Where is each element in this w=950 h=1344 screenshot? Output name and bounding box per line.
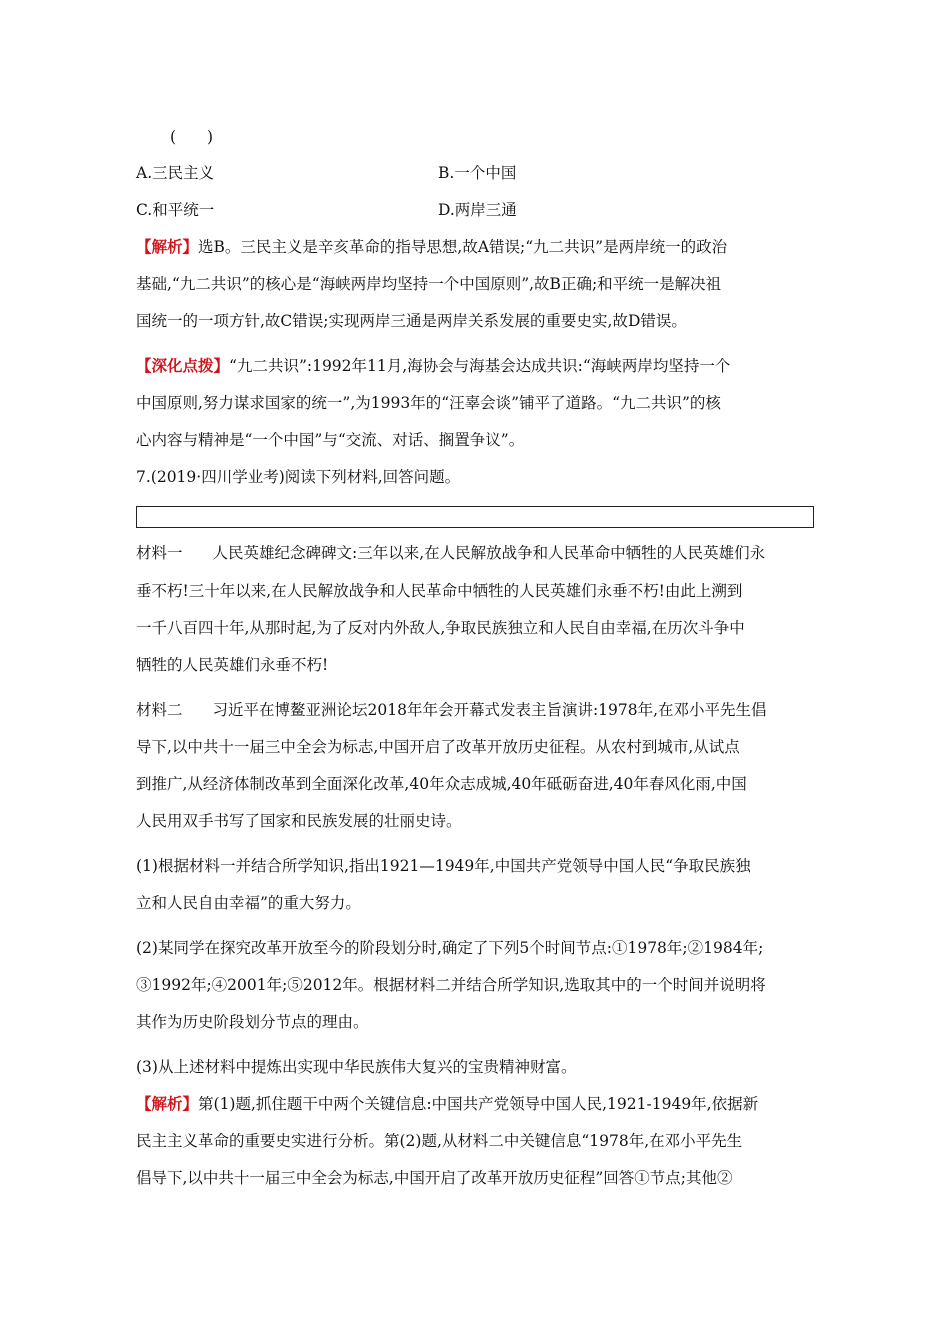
- q7-analysis-line-2: 民主主义革命的重要史实进行分析。第(2)题,从材料二中关键信息“1978年,在邓小平先生: [136, 1132, 743, 1150]
- analysis-text: 第(1)题,抓住题干中两个关键信息:中国共产党领导中国人民,1921-1949年,依据新: [198, 1095, 759, 1113]
- q6-analysis-line-2: 基础,“九二共识”的核心是“海峡两岸均坚持一个中国原则”,故B正确;和平统一是解决祖: [136, 275, 722, 293]
- option-row-cd: [136, 200, 517, 220]
- material1-line-2: 垂不朽!三十年以来,在人民解放战争和人民革命中牺牲的人民英雄们永垂不朽!由此上溯到: [136, 582, 743, 600]
- option-row-ab: [136, 163, 517, 183]
- sub-question-3: (3)从上述材料中提炼出实现中华民族伟大复兴的宝贵精神财富。: [136, 1058, 577, 1076]
- sub-question-1-line-1: (1)根据材料一并结合所学知识,指出1921—1949年,中国共产党领导中国人民“争取民族独: [136, 857, 751, 875]
- sub-question-2-line-2: ③1992年;④2001年;⑤2012年。根据材料二并结合所学知识,选取其中的一个时间并说明将: [136, 976, 766, 994]
- q6-analysis-line-3: 国统一的一项方针,故C错误;实现两岸三通是两岸关系发展的重要史实,故D错误。: [136, 312, 687, 330]
- material2-label: 材料二: [136, 701, 183, 719]
- q6-deepen-line-1: [136, 356, 730, 376]
- option-b: B.一个中国: [438, 164, 517, 182]
- material1-line-4: 牺牲的人民英雄们永垂不朽!: [136, 656, 329, 674]
- option-d: D.两岸三通: [438, 201, 517, 219]
- sub-question-2-line-3: 其作为历史阶段划分节点的理由。: [136, 1013, 369, 1031]
- material2-line-4: 人民用双手书写了国家和民族发展的壮丽史诗。: [136, 812, 462, 830]
- analysis-text: 选B。三民主义是辛亥革命的指导思想,故A错误;“九二共识”是两岸统一的政治: [198, 238, 728, 256]
- answer-parentheses: ( ): [170, 128, 214, 146]
- material1-text: 人民英雄纪念碑碑文:三年以来,在人民解放战争和人民革命中牺牲的人民英雄们永: [212, 544, 766, 562]
- material2-text: 习近平在博鳌亚洲论坛2018年年会开幕式发表主旨演讲:1978年,在邓小平先生倡: [212, 701, 767, 719]
- q7-stem: 7.(2019·四川学业考)阅读下列材料,回答问题。: [136, 468, 461, 486]
- sub-question-2-line-1: (2)某同学在探究改革开放至今的阶段划分时,确定了下列5个时间节点:①1978年;②1984年;: [136, 939, 764, 957]
- material2-line-1: [136, 700, 767, 720]
- analysis-tag: 【解析】: [136, 1094, 199, 1113]
- material2-line-2: 导下,以中共十一届三中全会为标志,中国开启了改革开放历史征程。从农村到城市,从试点: [136, 738, 740, 756]
- material1-line-1: [136, 543, 765, 563]
- deepen-text: “九二共识”:1992年11月,海协会与海基会达成共识:“海峡两岸均坚持一个: [229, 357, 731, 375]
- material2-line-3: 到推广,从经济体制改革到全面深化改革,40年众志成城,40年砥砺奋进,40年春风化雨,中国: [136, 775, 747, 793]
- q6-deepen-line-3: 心内容与精神是“一个中国”与“交流、对话、搁置争议”。: [136, 431, 525, 449]
- option-c: C.和平统一: [136, 201, 215, 219]
- q6-deepen-line-2: 中国原则,努力谋求国家的统一”,为1993年的“汪辜会谈”铺平了道路。“九二共识”的核: [136, 394, 721, 412]
- option-a: A.三民主义: [136, 164, 215, 182]
- q7-analysis-line-3: 倡导下,以中共十一届三中全会为标志,中国开启了改革开放历史征程”回答①节点;其他②: [136, 1169, 733, 1187]
- material1-label: 材料一: [136, 544, 183, 562]
- material1-line-3: 一千八百四十年,从那时起,为了反对内外敌人,争取民族独立和人民自由幸福,在历次斗争中: [136, 619, 745, 637]
- sub-question-1-line-2: 立和人民自由幸福”的重大努力。: [136, 894, 361, 912]
- deepen-tag: 【深化点拨】: [136, 356, 230, 375]
- q6-analysis-line-1: [136, 237, 727, 257]
- q7-analysis-line-1: [136, 1094, 758, 1114]
- analysis-tag: 【解析】: [136, 237, 199, 256]
- empty-table-box: [136, 506, 814, 528]
